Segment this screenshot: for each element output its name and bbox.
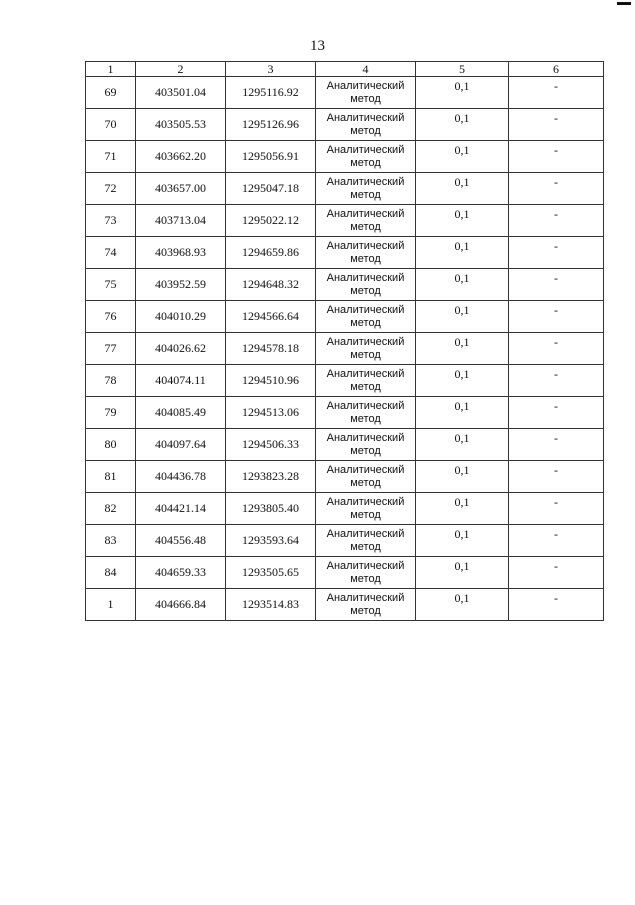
method-cell: [316, 109, 416, 141]
header-col-6: 6: [509, 62, 604, 77]
y-coordinate-cell: 1294578.18: [226, 333, 316, 365]
method-cell: [316, 589, 416, 621]
y-coordinate-cell: 1294513.06: [226, 397, 316, 429]
table-row: [86, 269, 604, 301]
y-coordinate-cell: 1293805.40: [226, 493, 316, 525]
accuracy-cell: 0,1: [416, 429, 509, 461]
x-coordinate-cell: 404436.78: [136, 461, 226, 493]
note-cell: -: [509, 173, 604, 205]
point-number-cell: 77: [86, 333, 136, 365]
x-coordinate-cell: 403952.59: [136, 269, 226, 301]
coordinates-table: [85, 61, 604, 621]
note-cell: -: [509, 301, 604, 333]
x-coordinate-cell: 403501.04: [136, 77, 226, 109]
table-row: [86, 333, 604, 365]
y-coordinate-cell: 1293514.83: [226, 589, 316, 621]
table-row: [86, 461, 604, 493]
point-number-cell: 71: [86, 141, 136, 173]
method-line-1: Аналитический: [326, 239, 405, 252]
table-row: [86, 525, 604, 557]
scan-corner-mark: [617, 2, 631, 5]
method-line-2: метод: [350, 252, 381, 265]
method-cell: [316, 557, 416, 589]
table-row: [86, 301, 604, 333]
method-line-1: Аналитический: [326, 495, 405, 508]
point-number-cell: 75: [86, 269, 136, 301]
point-number-cell: 73: [86, 205, 136, 237]
method-cell: [316, 77, 416, 109]
method-line-2: метод: [350, 220, 381, 233]
x-coordinate-cell: 404074.11: [136, 365, 226, 397]
method-line-1: Аналитический: [326, 79, 405, 92]
accuracy-cell: 0,1: [416, 333, 509, 365]
method-cell: [316, 269, 416, 301]
point-number-cell: 78: [86, 365, 136, 397]
note-cell: -: [509, 109, 604, 141]
point-number-cell: 82: [86, 493, 136, 525]
table-row: [86, 493, 604, 525]
accuracy-cell: 0,1: [416, 301, 509, 333]
note-cell: -: [509, 269, 604, 301]
method-cell: [316, 429, 416, 461]
x-coordinate-cell: 403968.93: [136, 237, 226, 269]
note-cell: -: [509, 141, 604, 173]
y-coordinate-cell: 1293823.28: [226, 461, 316, 493]
method-line-2: метод: [350, 188, 381, 201]
y-coordinate-cell: 1295056.91: [226, 141, 316, 173]
method-line-1: Аналитический: [326, 591, 405, 604]
x-coordinate-cell: 404026.62: [136, 333, 226, 365]
header-row: [86, 62, 604, 77]
method-line-1: Аналитический: [326, 527, 405, 540]
table-row: [86, 397, 604, 429]
method-cell: [316, 173, 416, 205]
accuracy-cell: 0,1: [416, 397, 509, 429]
table-header: [86, 62, 604, 77]
method-line-1: Аналитический: [326, 207, 405, 220]
method-cell: [316, 141, 416, 173]
header-col-3: 3: [226, 62, 316, 77]
method-cell: [316, 333, 416, 365]
y-coordinate-cell: 1295047.18: [226, 173, 316, 205]
table-row: [86, 141, 604, 173]
y-coordinate-cell: 1293505.65: [226, 557, 316, 589]
method-line-2: метод: [350, 572, 381, 585]
note-cell: -: [509, 365, 604, 397]
accuracy-cell: 0,1: [416, 557, 509, 589]
table-body: [86, 77, 604, 621]
table-row: [86, 237, 604, 269]
point-number-cell: 81: [86, 461, 136, 493]
method-line-2: метод: [350, 348, 381, 361]
note-cell: -: [509, 77, 604, 109]
point-number-cell: 76: [86, 301, 136, 333]
method-cell: [316, 461, 416, 493]
method-cell: [316, 493, 416, 525]
accuracy-cell: 0,1: [416, 365, 509, 397]
method-line-2: метод: [350, 508, 381, 521]
page-number: 13: [310, 38, 325, 54]
method-line-1: Аналитический: [326, 463, 405, 476]
accuracy-cell: 0,1: [416, 269, 509, 301]
method-cell: [316, 205, 416, 237]
note-cell: -: [509, 205, 604, 237]
method-cell: [316, 397, 416, 429]
header-col-4: 4: [316, 62, 416, 77]
method-line-2: метод: [350, 92, 381, 105]
note-cell: -: [509, 333, 604, 365]
accuracy-cell: 0,1: [416, 141, 509, 173]
y-coordinate-cell: 1295022.12: [226, 205, 316, 237]
point-number-cell: 1: [86, 589, 136, 621]
method-line-2: метод: [350, 284, 381, 297]
x-coordinate-cell: 403657.00: [136, 173, 226, 205]
method-line-1: Аналитический: [326, 271, 405, 284]
point-number-cell: 69: [86, 77, 136, 109]
method-line-1: Аналитический: [326, 431, 405, 444]
y-coordinate-cell: 1295116.92: [226, 77, 316, 109]
table-row: [86, 109, 604, 141]
accuracy-cell: 0,1: [416, 205, 509, 237]
table-row: [86, 557, 604, 589]
x-coordinate-cell: 404659.33: [136, 557, 226, 589]
accuracy-cell: 0,1: [416, 237, 509, 269]
table-row: [86, 365, 604, 397]
method-line-2: метод: [350, 124, 381, 137]
accuracy-cell: 0,1: [416, 461, 509, 493]
note-cell: -: [509, 429, 604, 461]
method-line-1: Аналитический: [326, 399, 405, 412]
note-cell: -: [509, 397, 604, 429]
method-cell: [316, 525, 416, 557]
method-line-2: метод: [350, 476, 381, 489]
y-coordinate-cell: 1294648.32: [226, 269, 316, 301]
y-coordinate-cell: 1294566.64: [226, 301, 316, 333]
accuracy-cell: 0,1: [416, 493, 509, 525]
accuracy-cell: 0,1: [416, 173, 509, 205]
method-line-1: Аналитический: [326, 175, 405, 188]
accuracy-cell: 0,1: [416, 77, 509, 109]
x-coordinate-cell: 403505.53: [136, 109, 226, 141]
point-number-cell: 80: [86, 429, 136, 461]
method-line-2: метод: [350, 412, 381, 425]
method-line-1: Аналитический: [326, 303, 405, 316]
point-number-cell: 72: [86, 173, 136, 205]
table-row: [86, 77, 604, 109]
table-row: [86, 589, 604, 621]
x-coordinate-cell: 404421.14: [136, 493, 226, 525]
method-cell: [316, 301, 416, 333]
table-row: [86, 173, 604, 205]
note-cell: -: [509, 493, 604, 525]
note-cell: -: [509, 589, 604, 621]
x-coordinate-cell: 404085.49: [136, 397, 226, 429]
method-line-1: Аналитический: [326, 111, 405, 124]
point-number-cell: 79: [86, 397, 136, 429]
point-number-cell: 74: [86, 237, 136, 269]
header-col-1: 1: [86, 62, 136, 77]
header-col-2: 2: [136, 62, 226, 77]
method-line-1: Аналитический: [326, 335, 405, 348]
point-number-cell: 83: [86, 525, 136, 557]
x-coordinate-cell: 404010.29: [136, 301, 226, 333]
x-coordinate-cell: 404666.84: [136, 589, 226, 621]
x-coordinate-cell: 404556.48: [136, 525, 226, 557]
method-line-1: Аналитический: [326, 143, 405, 156]
y-coordinate-cell: 1293593.64: [226, 525, 316, 557]
note-cell: -: [509, 461, 604, 493]
method-line-2: метод: [350, 540, 381, 553]
table-row: [86, 205, 604, 237]
x-coordinate-cell: 403662.20: [136, 141, 226, 173]
point-number-cell: 70: [86, 109, 136, 141]
y-coordinate-cell: 1294510.96: [226, 365, 316, 397]
table-row: [86, 429, 604, 461]
method-line-1: Аналитический: [326, 559, 405, 572]
method-line-2: метод: [350, 156, 381, 169]
method-line-2: метод: [350, 380, 381, 393]
note-cell: -: [509, 557, 604, 589]
y-coordinate-cell: 1294506.33: [226, 429, 316, 461]
y-coordinate-cell: 1295126.96: [226, 109, 316, 141]
accuracy-cell: 0,1: [416, 589, 509, 621]
method-line-1: Аналитический: [326, 367, 405, 380]
y-coordinate-cell: 1294659.86: [226, 237, 316, 269]
x-coordinate-cell: 403713.04: [136, 205, 226, 237]
method-line-2: метод: [350, 316, 381, 329]
method-cell: [316, 237, 416, 269]
x-coordinate-cell: 404097.64: [136, 429, 226, 461]
header-col-5: 5: [416, 62, 509, 77]
accuracy-cell: 0,1: [416, 109, 509, 141]
method-cell: [316, 365, 416, 397]
method-line-2: метод: [350, 604, 381, 617]
note-cell: -: [509, 525, 604, 557]
note-cell: -: [509, 237, 604, 269]
accuracy-cell: 0,1: [416, 525, 509, 557]
point-number-cell: 84: [86, 557, 136, 589]
method-line-2: метод: [350, 444, 381, 457]
